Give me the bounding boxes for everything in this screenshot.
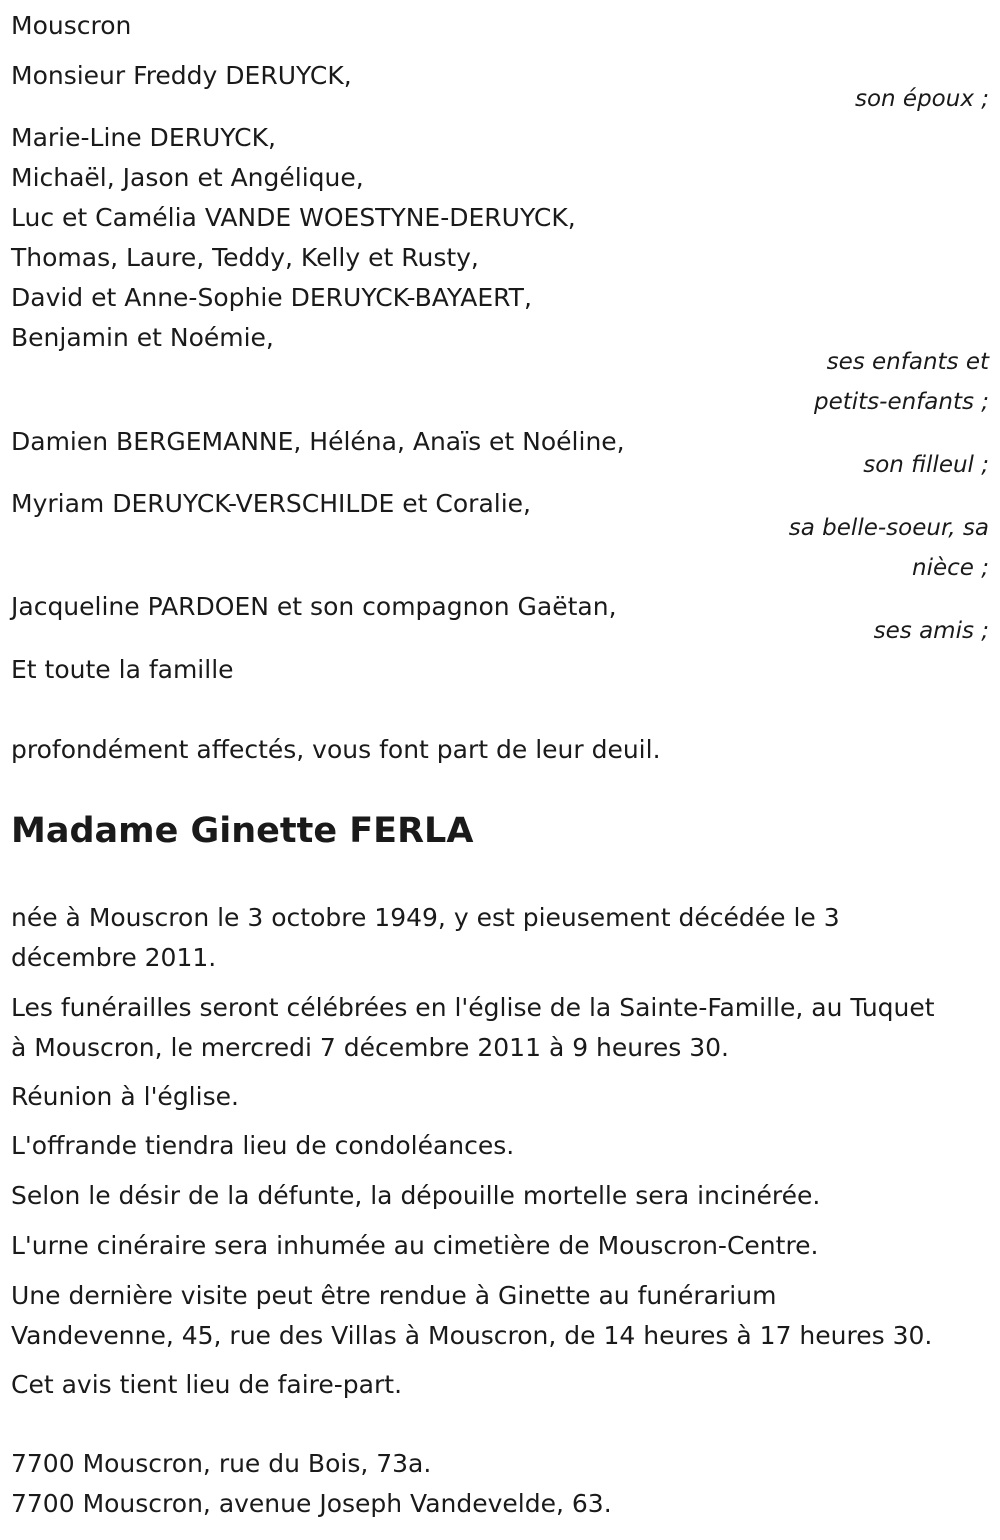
closing-family: Et toute la famille: [11, 655, 234, 684]
family-relation: ses amis ;: [873, 618, 989, 644]
birth-death-line: née à Mouscron le 3 octobre 1949, y est pieusement décédée le 3: [11, 903, 840, 932]
family-name-line: Jacqueline PARDOEN et son compagnon Gaëtan,: [11, 592, 617, 621]
family-relation: son époux ;: [854, 86, 989, 112]
family-name-line: Monsieur Freddy DERUYCK,: [11, 61, 352, 90]
detail-line: L'urne cinéraire sera inhumée au cimetière de Mouscron-Centre.: [11, 1231, 819, 1260]
detail-line: Selon le désir de la défunte, la dépouille mortelle sera incinérée.: [11, 1181, 821, 1210]
funeral-line: Les funérailles seront célébrées en l'église de la Sainte-Famille, au Tuquet: [11, 993, 935, 1022]
family-relation: petits-enfants ;: [813, 389, 989, 415]
family-name-line: Myriam DERUYCK-VERSCHILDE et Coralie,: [11, 489, 531, 518]
visit-line: Une dernière visite peut être rendue à Ginette au funérarium: [11, 1281, 777, 1310]
family-relation: ses enfants et: [826, 349, 989, 375]
announcement: profondément affectés, vous font part de leur deuil.: [11, 735, 661, 764]
family-name-line: Thomas, Laure, Teddy, Kelly et Rusty,: [11, 243, 479, 272]
detail-line: Réunion à l'église.: [11, 1082, 239, 1111]
family-relation: sa belle-soeur, sa: [788, 515, 989, 541]
family-name-line: Luc et Camélia VANDE WOESTYNE-DERUYCK,: [11, 203, 576, 232]
birth-death-line: décembre 2011.: [11, 943, 217, 972]
family-relation: nièce ;: [912, 555, 989, 581]
address-line: 7700 Mouscron, avenue Joseph Vandevelde, 63.: [11, 1489, 612, 1518]
city: Mouscron: [11, 11, 132, 40]
address-line: 7700 Mouscron, rue du Bois, 73a.: [11, 1449, 432, 1478]
detail-line: L'offrande tiendra lieu de condoléances.: [11, 1131, 515, 1160]
family-name-line: Damien BERGEMANNE, Héléna, Anaïs et Noéline,: [11, 427, 625, 456]
family-name-line: Benjamin et Noémie,: [11, 323, 274, 352]
family-name-line: Marie-Line DERUYCK,: [11, 123, 276, 152]
funeral-line: à Mouscron, le mercredi 7 décembre 2011 à 9 heures 30.: [11, 1033, 729, 1062]
deceased-name: Madame Ginette FERLA: [11, 811, 474, 851]
visit-line: Vandevenne, 45, rue des Villas à Mouscron, de 14 heures à 17 heures 30.: [11, 1321, 933, 1350]
family-relation: son filleul ;: [863, 452, 989, 478]
notice: Cet avis tient lieu de faire-part.: [11, 1370, 403, 1399]
family-name-line: Michaël, Jason et Angélique,: [11, 163, 364, 192]
family-name-line: David et Anne-Sophie DERUYCK-BAYAERT,: [11, 283, 532, 312]
